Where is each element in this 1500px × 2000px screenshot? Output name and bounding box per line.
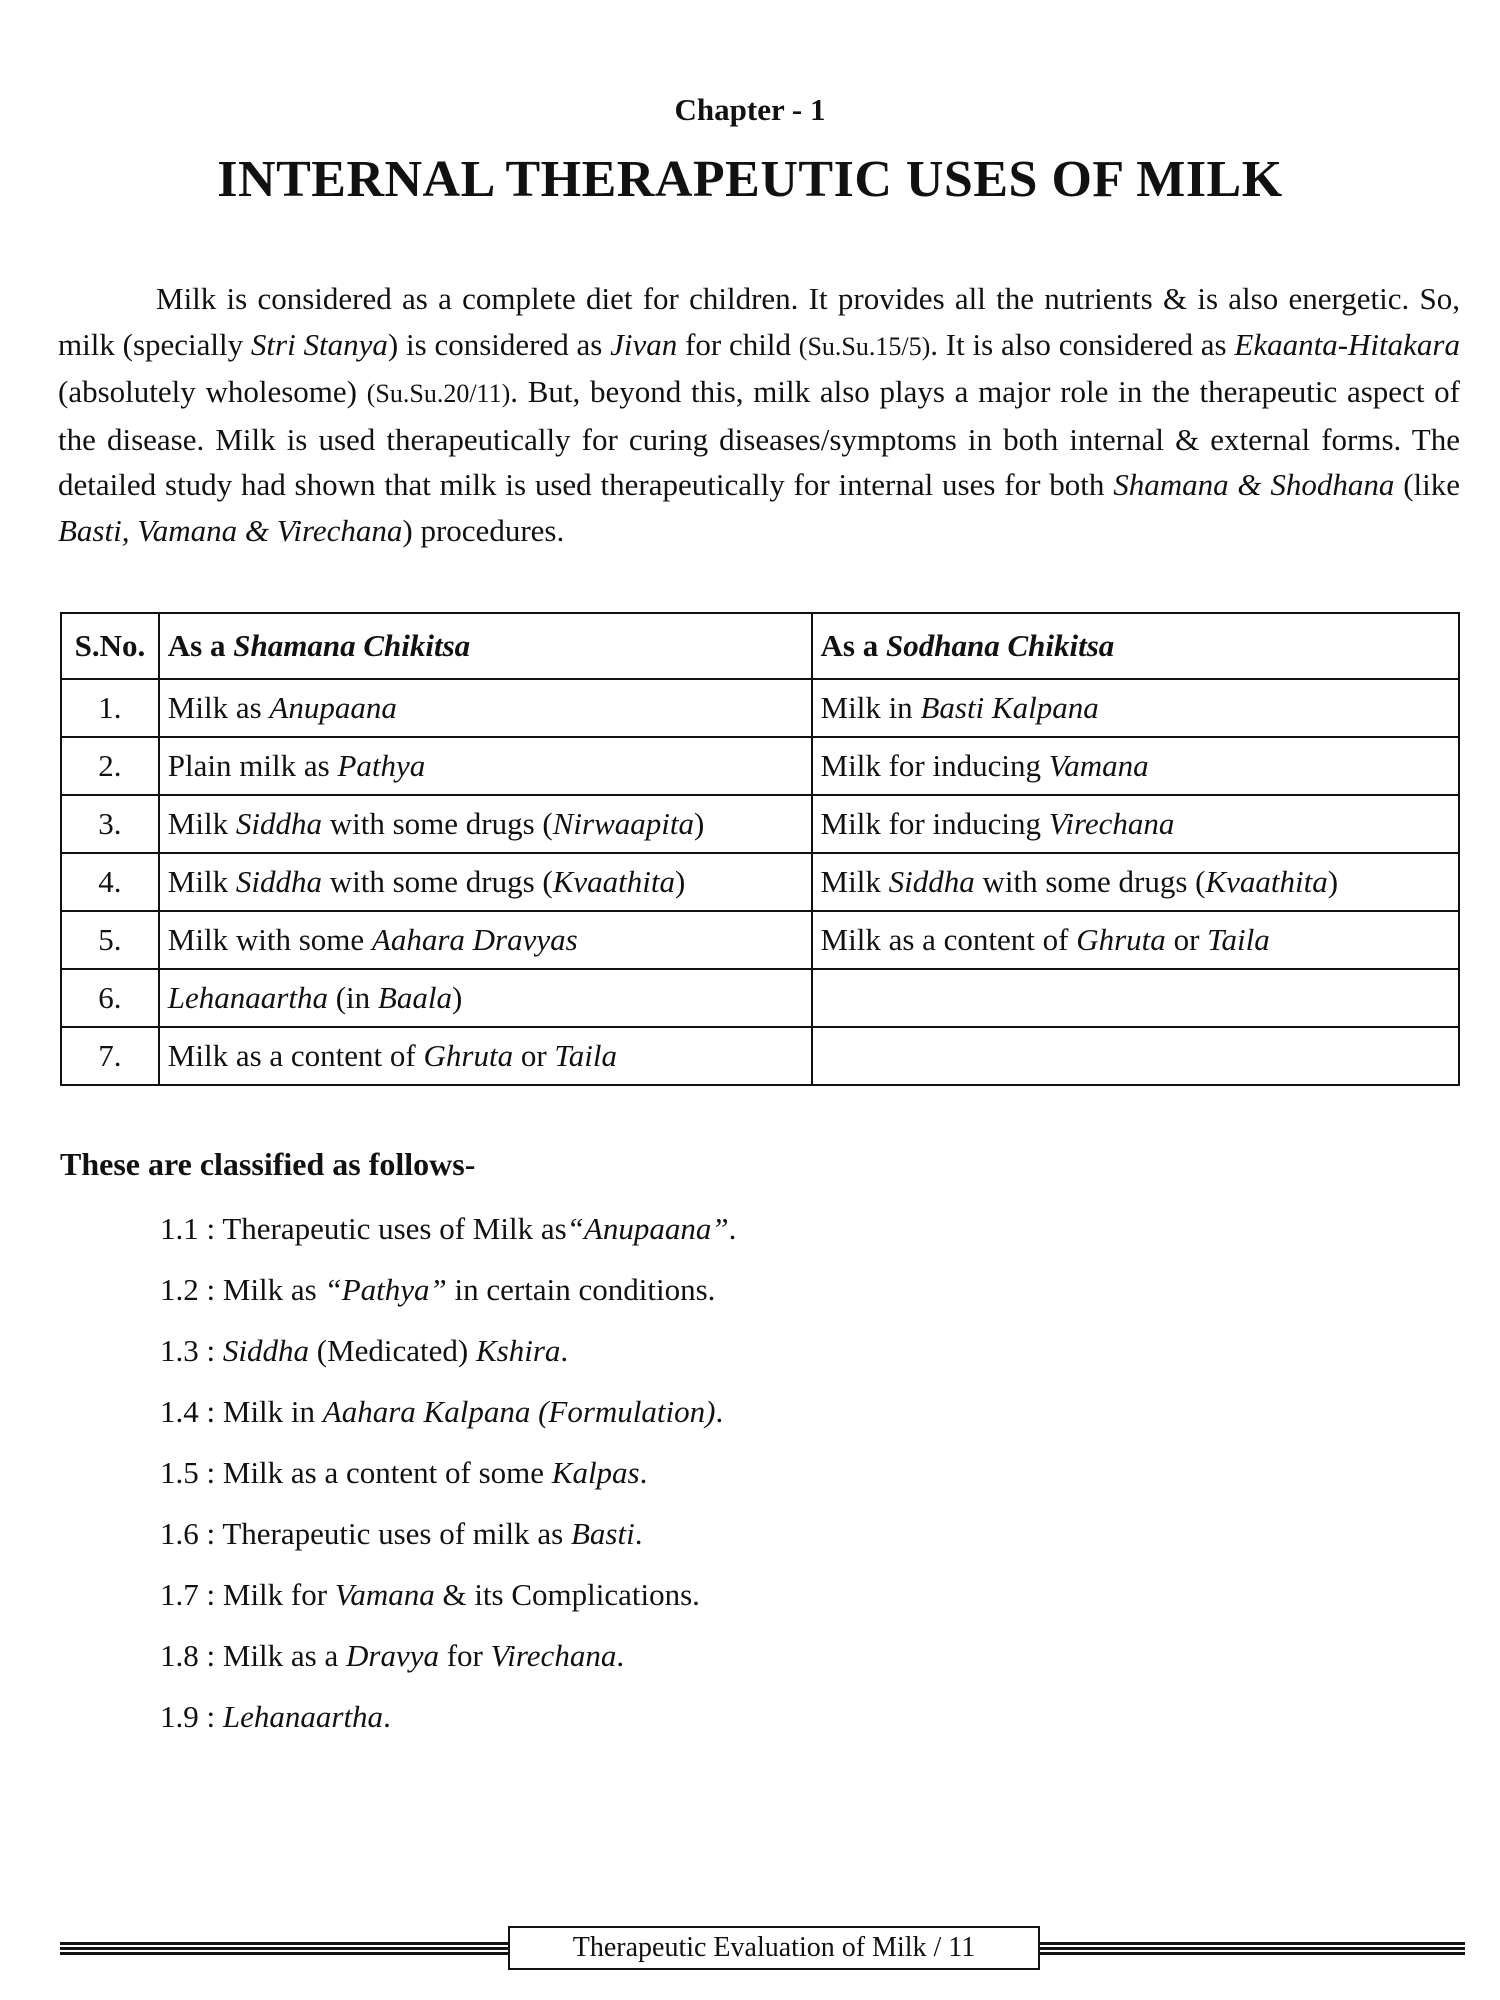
footer-rule-right (1040, 1942, 1465, 1956)
header-sno: S.No. (61, 613, 159, 679)
list-item: 1.7 : Milk for Vamana & its Complications. (160, 1577, 700, 1612)
list-item: 1.6 : Therapeutic uses of milk as Basti. (160, 1516, 643, 1551)
uses-table (60, 612, 1460, 1086)
row-sno: 4. (61, 853, 159, 911)
list-item: 1.9 : Lehanaartha. (160, 1699, 391, 1734)
page-footer: Therapeutic Evaluation of Milk / 11 (508, 1926, 1040, 1970)
table-row (61, 1027, 1459, 1085)
list-item: 1.5 : Milk as a content of some Kalpas. (160, 1455, 648, 1490)
list-item: 1.1 : Therapeutic uses of Milk as“Anupaana”. (160, 1211, 737, 1246)
sodhana-cell: Milk for inducing Vamana (812, 737, 1459, 795)
table-row (61, 737, 1459, 795)
table-row (61, 679, 1459, 737)
list-item: 1.4 : Milk in Aahara Kalpana (Formulation). (160, 1394, 724, 1429)
table-row (61, 911, 1459, 969)
table-header-row (61, 613, 1459, 679)
intro-paragraph: Milk is considered as a complete diet for children. It provides all the nutrients & is also energetic. So, milk (specially Stri Stanya) is considered as Jivan for child (Su.Su.15/5). It is also considered as Ekaanta-Hitakara (absolutely wholesome) (Su.Su.20/11). But, beyond this, milk also plays a major role in the therapeutic aspect of the disease. Milk is used therapeutically for curing diseases/symptoms in both internal & external forms. The detailed study had shown that milk is used therapeutically for internal uses for both Shamana & Shodhana (like Basti, Vamana & Virechana) procedures. (58, 281, 1461, 548)
shamana-cell: Milk Siddha with some drugs (Nirwaapita) (159, 795, 812, 853)
table-row (61, 853, 1459, 911)
row-sno: 6. (61, 969, 159, 1027)
classification-list (160, 1198, 736, 1747)
classified-heading: These are classified as follows- (60, 1146, 476, 1182)
sodhana-cell: Milk Siddha with some drugs (Kvaathita) (812, 853, 1459, 911)
shamana-cell: Milk as a content of Ghruta or Taila (159, 1027, 812, 1085)
footer-rule-left (60, 1942, 508, 1956)
sodhana-cell (812, 969, 1459, 1027)
row-sno: 1. (61, 679, 159, 737)
row-sno: 7. (61, 1027, 159, 1085)
table-row (61, 969, 1459, 1027)
shamana-cell: Milk Siddha with some drugs (Kvaathita) (159, 853, 812, 911)
list-item: 1.8 : Milk as a Dravya for Virechana. (160, 1638, 625, 1673)
chapter-title: INTERNAL THERAPEUTIC USES OF MILK (217, 151, 1283, 208)
sodhana-cell: Milk in Basti Kalpana (812, 679, 1459, 737)
row-sno: 2. (61, 737, 159, 795)
row-sno: 5. (61, 911, 159, 969)
sodhana-cell (812, 1027, 1459, 1085)
shamana-cell: Milk with some Aahara Dravyas (159, 911, 812, 969)
sodhana-cell: Milk as a content of Ghruta or Taila (812, 911, 1459, 969)
shamana-cell: Plain milk as Pathya (159, 737, 812, 795)
list-item: 1.2 : Milk as “Pathya” in certain conditions. (160, 1272, 716, 1307)
header-shamana: As a Shamana Chikitsa (159, 613, 812, 679)
shamana-cell: Lehanaartha (in Baala) (159, 969, 812, 1027)
shamana-cell: Milk as Anupaana (159, 679, 812, 737)
chapter-label: Chapter - 1 (674, 92, 826, 127)
sodhana-cell: Milk for inducing Virechana (812, 795, 1459, 853)
table-row (61, 795, 1459, 853)
header-sodhana: As a Sodhana Chikitsa (812, 613, 1459, 679)
row-sno: 3. (61, 795, 159, 853)
list-item: 1.3 : Siddha (Medicated) Kshira. (160, 1333, 569, 1368)
